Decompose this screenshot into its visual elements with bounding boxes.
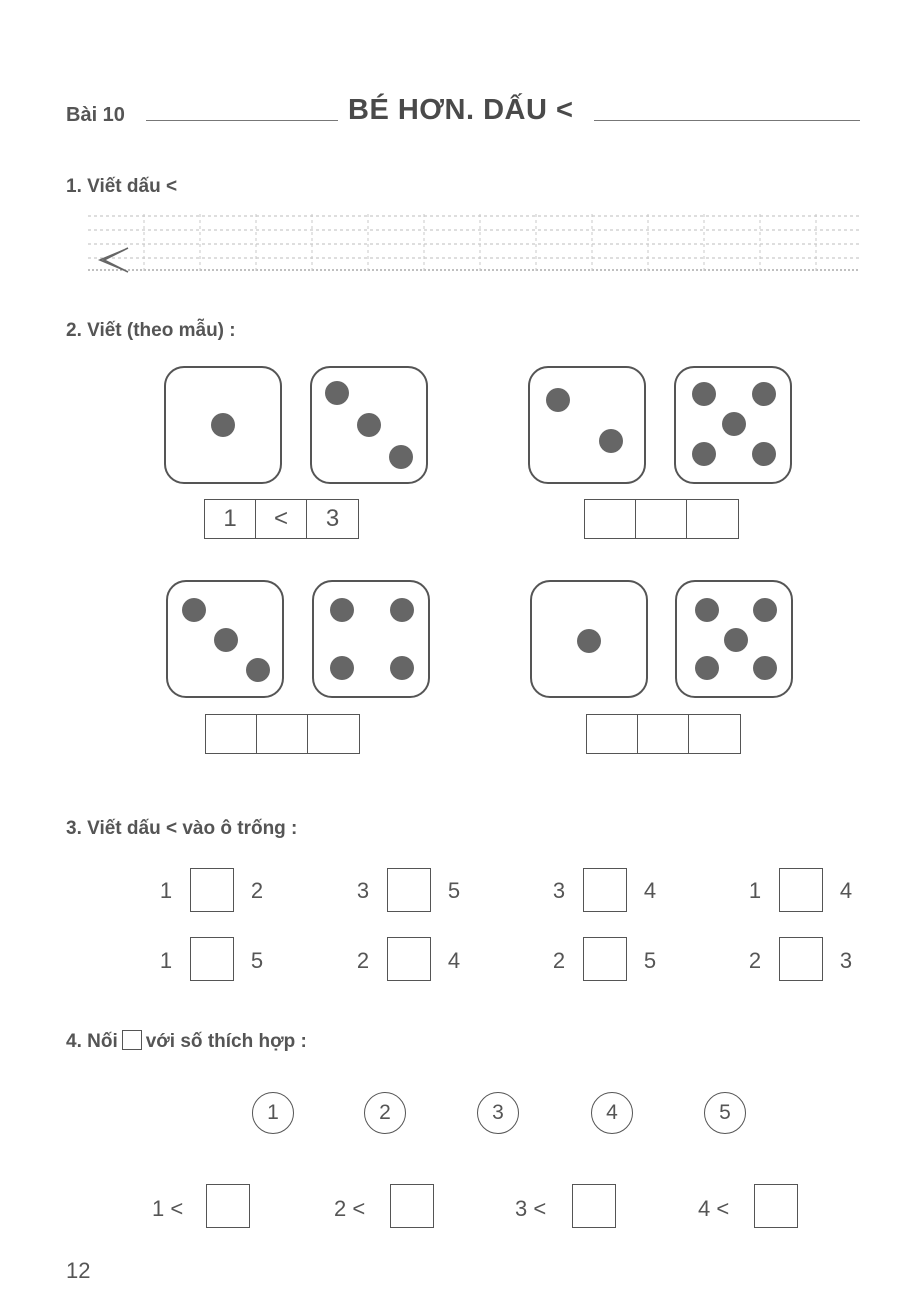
die-dot bbox=[390, 656, 414, 680]
compare-right-number: 4 bbox=[447, 948, 461, 973]
exercise-3-heading: 3. Viết dấu < vào ô trống : bbox=[66, 818, 298, 839]
die-dot bbox=[692, 382, 716, 406]
die-pair4-left bbox=[530, 580, 648, 698]
number-circle[interactable]: 2 bbox=[364, 1092, 406, 1134]
match-comparison-label: 1 < bbox=[152, 1196, 184, 1221]
compare-right-number: 2 bbox=[250, 878, 264, 903]
answer-cell[interactable] bbox=[206, 715, 257, 753]
match-answer-box[interactable] bbox=[390, 1184, 434, 1228]
compare-answer-box[interactable] bbox=[387, 868, 431, 912]
compare-answer-box[interactable] bbox=[779, 937, 823, 981]
compare-left-number: 1 bbox=[159, 878, 173, 903]
lesson-label: Bài 10 bbox=[66, 104, 125, 126]
die-dot bbox=[182, 598, 206, 622]
die-pair3-right bbox=[312, 580, 430, 698]
die-dot bbox=[752, 442, 776, 466]
compare-answer-box[interactable] bbox=[190, 937, 234, 981]
compare-left-number: 2 bbox=[748, 948, 762, 973]
page-number: 12 bbox=[66, 1258, 91, 1283]
die-dot bbox=[722, 412, 746, 436]
die-pair1-left bbox=[164, 366, 282, 484]
answer-cell[interactable] bbox=[308, 715, 359, 753]
match-answer-box[interactable] bbox=[754, 1184, 798, 1228]
match-comparison-label: 4 < bbox=[698, 1196, 730, 1221]
answer-cell[interactable]: 1 bbox=[205, 500, 256, 538]
die-dot bbox=[214, 628, 238, 652]
answer-cell[interactable] bbox=[636, 500, 687, 538]
title-rule-left bbox=[146, 120, 338, 121]
compare-answer-box[interactable] bbox=[583, 937, 627, 981]
die-dot bbox=[724, 628, 748, 652]
die-dot bbox=[692, 442, 716, 466]
die-dot bbox=[599, 429, 623, 453]
compare-left-number: 2 bbox=[356, 948, 370, 973]
handwriting-practice-strip[interactable] bbox=[88, 212, 860, 274]
number-circle[interactable]: 5 bbox=[704, 1092, 746, 1134]
compare-left-number: 1 bbox=[748, 878, 762, 903]
answer-cell[interactable] bbox=[689, 715, 740, 753]
compare-answer-box[interactable] bbox=[583, 868, 627, 912]
compare-right-number: 4 bbox=[643, 878, 657, 903]
answer-cell[interactable] bbox=[687, 500, 738, 538]
answer-boxes-pair1 bbox=[204, 499, 359, 539]
die-pair3-left bbox=[166, 580, 284, 698]
die-dot bbox=[389, 445, 413, 469]
compare-answer-box[interactable] bbox=[190, 868, 234, 912]
compare-left-number: 3 bbox=[552, 878, 566, 903]
compare-answer-box[interactable] bbox=[387, 937, 431, 981]
page-title: BÉ HƠN. DẤU < bbox=[348, 94, 574, 126]
die-dot bbox=[577, 629, 601, 653]
exercise-4-heading bbox=[66, 1030, 307, 1053]
die-dot bbox=[695, 598, 719, 622]
number-circle[interactable]: 1 bbox=[252, 1092, 294, 1134]
title-rule-right bbox=[594, 120, 860, 121]
match-answer-box[interactable] bbox=[206, 1184, 250, 1228]
answer-cell[interactable] bbox=[585, 500, 636, 538]
die-dot bbox=[752, 382, 776, 406]
die-dot bbox=[546, 388, 570, 412]
practice-grid bbox=[88, 212, 860, 274]
compare-left-number: 1 bbox=[159, 948, 173, 973]
box-icon bbox=[122, 1030, 142, 1050]
match-comparison-label: 2 < bbox=[334, 1196, 366, 1221]
exercise-4-heading-end: với số thích hợp : bbox=[145, 1031, 307, 1052]
die-pair4-right bbox=[675, 580, 793, 698]
answer-cell[interactable]: 3 bbox=[325, 505, 340, 532]
answer-cell[interactable] bbox=[257, 715, 308, 753]
exercise-4-heading-start: 4. Nối bbox=[66, 1031, 118, 1052]
answer-boxes-pair2 bbox=[584, 499, 739, 539]
answer-cell[interactable] bbox=[587, 715, 638, 753]
die-dot bbox=[330, 598, 354, 622]
match-answer-box[interactable] bbox=[572, 1184, 616, 1228]
die-dot bbox=[211, 413, 235, 437]
compare-right-number: 3 bbox=[839, 948, 853, 973]
die-dot bbox=[330, 656, 354, 680]
die-dot bbox=[357, 413, 381, 437]
answer-boxes-pair4 bbox=[586, 714, 741, 754]
exercise-1-heading: 1. Viết dấu < bbox=[66, 176, 178, 197]
match-comparison-label: 3 < bbox=[515, 1196, 547, 1221]
compare-right-number: 5 bbox=[447, 878, 461, 903]
compare-left-number: 3 bbox=[356, 878, 370, 903]
answer-boxes-pair3 bbox=[205, 714, 360, 754]
compare-answer-box[interactable] bbox=[779, 868, 823, 912]
die-dot bbox=[695, 656, 719, 680]
die-pair1-right bbox=[310, 366, 428, 484]
die-dot bbox=[390, 598, 414, 622]
answer-cell[interactable]: < bbox=[256, 500, 307, 538]
compare-right-number: 5 bbox=[643, 948, 657, 973]
exercise-2-heading: 2. Viết (theo mẫu) : bbox=[66, 320, 236, 341]
die-dot bbox=[753, 656, 777, 680]
die-pair2-left bbox=[528, 366, 646, 484]
compare-right-number: 4 bbox=[839, 878, 853, 903]
compare-left-number: 2 bbox=[552, 948, 566, 973]
answer-cell[interactable] bbox=[638, 715, 689, 753]
die-dot bbox=[325, 381, 349, 405]
die-dot bbox=[246, 658, 270, 682]
sample-less-than-icon bbox=[100, 248, 128, 272]
number-circle[interactable]: 3 bbox=[477, 1092, 519, 1134]
die-pair2-right bbox=[674, 366, 792, 484]
number-circle[interactable]: 4 bbox=[591, 1092, 633, 1134]
compare-right-number: 5 bbox=[250, 948, 264, 973]
die-dot bbox=[753, 598, 777, 622]
